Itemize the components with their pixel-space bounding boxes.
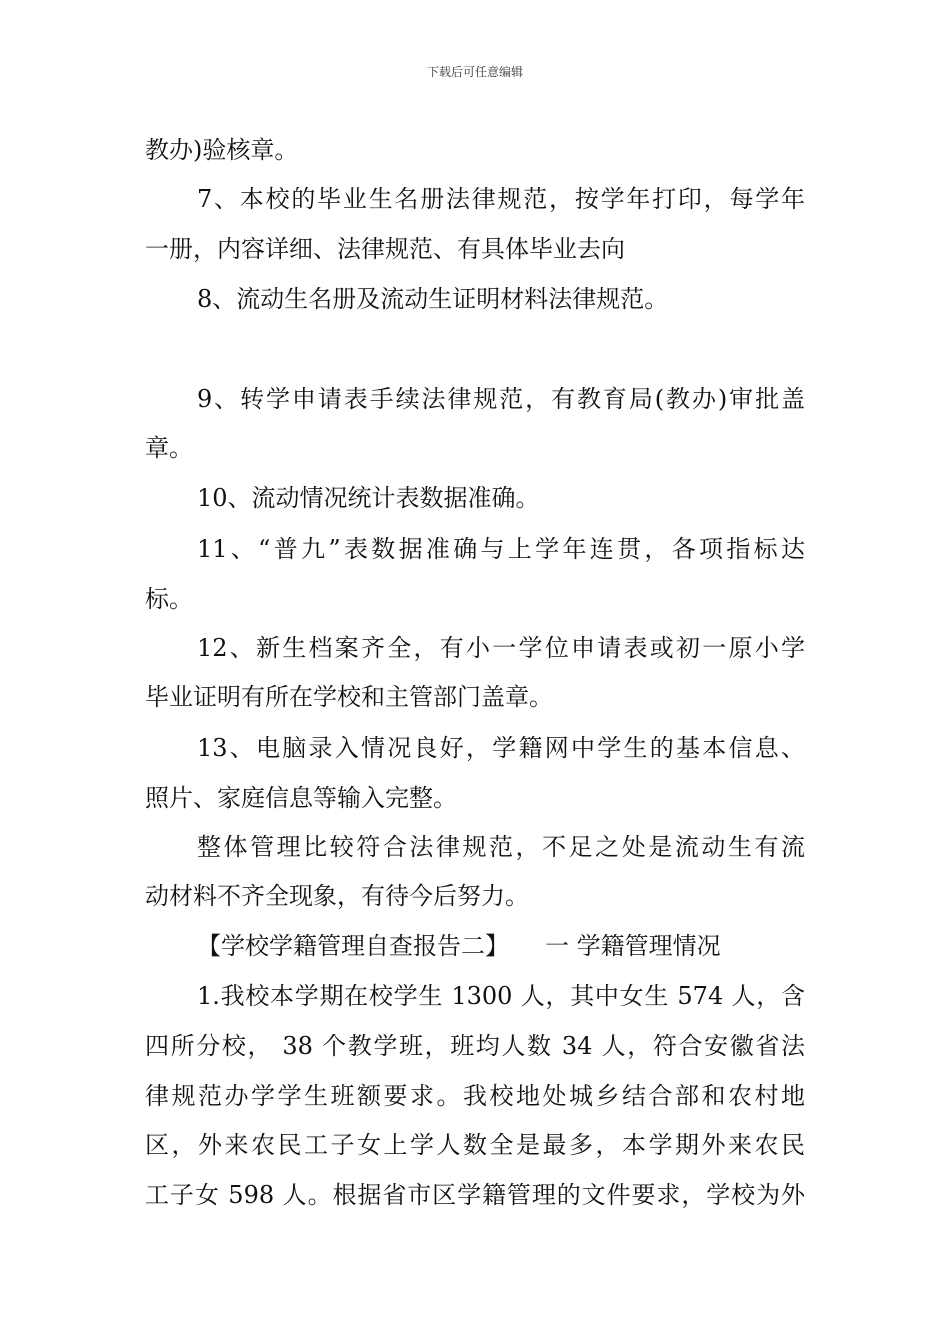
body-line: 工子女 598 人。根据省市区学籍管理的文件要求，学校为外 bbox=[145, 1181, 805, 1209]
body-line: 动材料不齐全现象，有待今后努力。 bbox=[145, 882, 529, 910]
body-line: 毕业证明有所在学校和主管部门盖章。 bbox=[145, 683, 553, 711]
body-line: 整体管理比较符合法律规范，不足之处是流动生有流 bbox=[197, 833, 805, 861]
body-line: 教办)验核章。 bbox=[145, 136, 299, 164]
body-line: 一册，内容详细、法律规范、有具体毕业去向 bbox=[145, 235, 625, 263]
body-line: 11、“普九”表数据准确与上学年连贯，各项指标达 bbox=[197, 535, 805, 563]
body-line: 四所分校， 38 个教学班，班均人数 34 人，符合安徽省法 bbox=[145, 1032, 805, 1060]
body-line: 7、本校的毕业生名册法律规范，按学年打印，每学年 bbox=[197, 185, 805, 213]
body-line: 8、流动生名册及流动生证明材料法律规范。 bbox=[197, 285, 669, 313]
body-line: 13、电脑录入情况良好，学籍网中学生的基本信息、 bbox=[197, 734, 805, 762]
body-line: 照片、家庭信息等输入完整。 bbox=[145, 784, 457, 812]
body-line: 章。 bbox=[145, 434, 193, 462]
body-line: 9、转学申请表手续法律规范，有教育局(教办)审批盖 bbox=[197, 385, 805, 413]
body-line: 12、新生档案齐全，有小一学位申请表或初一原小学 bbox=[197, 634, 805, 662]
body-line: 10、流动情况统计表数据准确。 bbox=[197, 484, 540, 512]
section-heading: 【学校学籍管理自查报告二】 一 学籍管理情况 bbox=[197, 932, 721, 960]
body-line: 标。 bbox=[145, 585, 193, 613]
body-line: 区，外来农民工子女上学人数全是最多，本学期外来农民 bbox=[145, 1131, 805, 1159]
body-line: 1.我校本学期在校学生 1300 人，其中女生 574 人，含 bbox=[197, 982, 805, 1010]
page-header: 下载后可任意编辑 bbox=[426, 65, 523, 79]
body-line: 律规范办学学生班额要求。我校地处城乡结合部和农村地 bbox=[145, 1082, 805, 1110]
